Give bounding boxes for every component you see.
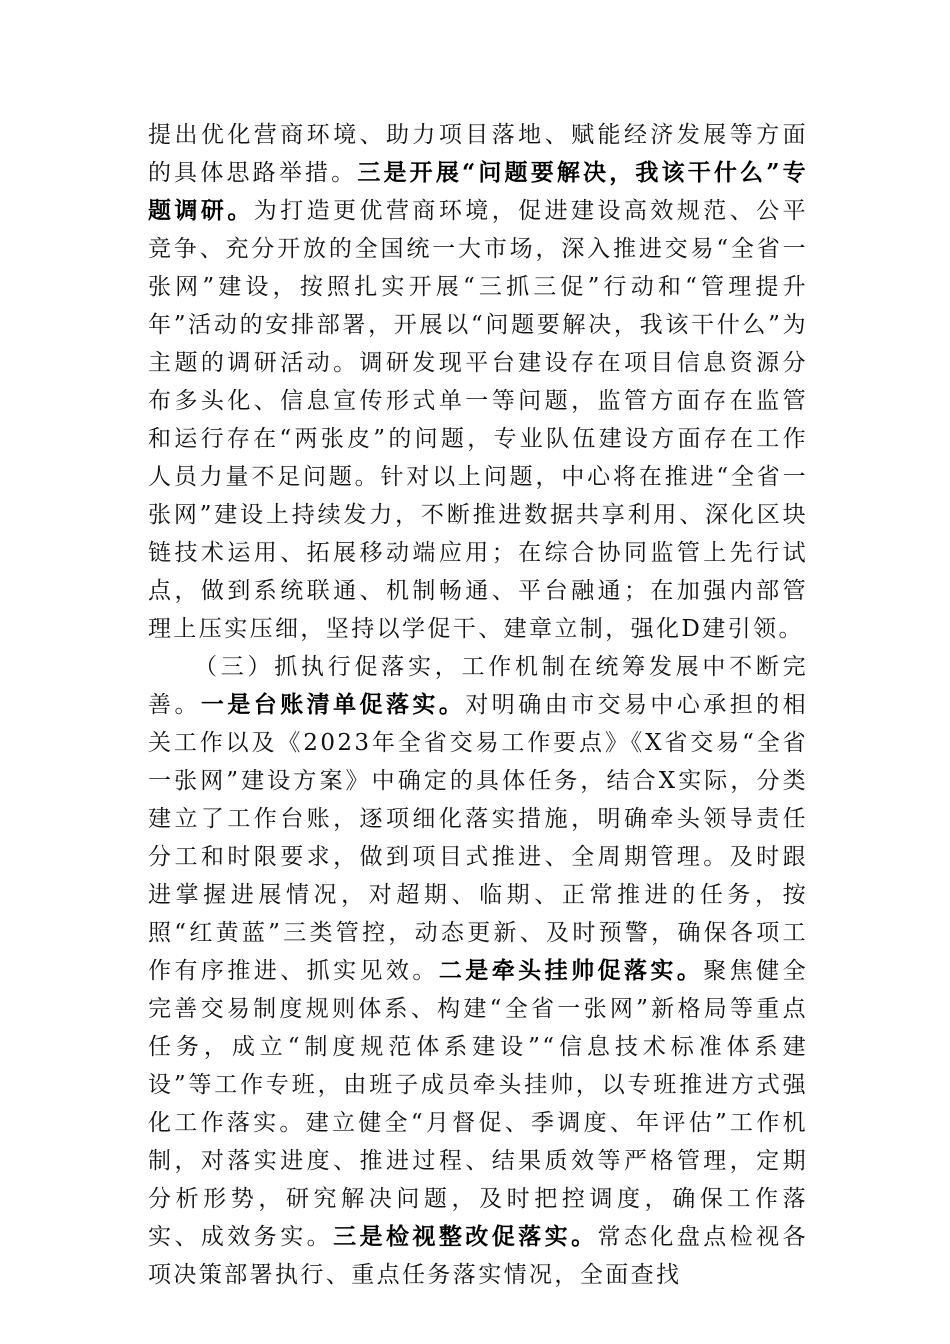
document-body <box>148 116 808 1294</box>
paragraph-research <box>148 116 808 648</box>
bold-heading-rectification: 三是检视整改促落实。 <box>333 1223 598 1250</box>
section-heading-three: （三）抓执行促落实，工作机制在统筹发展中不断完善。 <box>148 654 808 718</box>
paragraph-text: 为打造更优营商环境，促进建设高效规范、公平竞争、充分开放的全国统一大市场，深入推进交易“全省一张网”建设，按照扎实开展“三抓三促”行动和“管理提升年”活动的安排部署，开展以“问题要解决，我该干什么”为主题的调研活动。调研发现平台建设存在项目信息资源分布多头化、信息宣传形式单一等问题，监管方面存在监管和运行存在“两张皮”的问题，专业队伍建设方面存在工作人员力量不足问题。针对以上问题，中心将在推进“全省一张网”建设上持续发力，不断推进数据共享利用、深化区块链技术运用、拓展移动端应用；在综合协同监管上先行试点，做到系统联通、机制畅通、平台融通；在加强内部管理上压实压细，坚持以学促干、建章立制，强化D建引领。 <box>148 198 808 642</box>
bold-heading-leadership: 二是牵头挂帅促落实。 <box>438 957 704 984</box>
paragraph-text: 提出优化营商环境、助力项目落地、赋能经济发展等方面的具体思路举措。 <box>148 122 808 186</box>
paragraph-text: 对明确由市交易中心承担的相关工作以及《2023年全省交易工作要点》《X省交易“全省一张网”建设方案》中确定的具体任务，结合X实际，分类建立了工作台账，逐项细化落实措施，明确牵头领导责任分工和时限要求，做到项目式推进、全周期管理。及时跟进掌握进展情况，对超期、临期、正常推进的任务，按照“红黄蓝”三类管控，动态更新、及时预警，确保各项工作有序推进、抓实见效。 <box>148 692 809 984</box>
bold-heading-research-topic: 三是开展“问题要解决，我该干什么”专题调研。 <box>148 159 808 224</box>
bold-heading-ledger: 一是台账清单促落实。 <box>200 691 466 718</box>
paragraph-text: 常态化盘点检视各项决策部署执行、重点任务落实情况，全面查找 <box>148 1224 809 1288</box>
paragraph-text: 聚焦健全完善交易制度规则体系、构建“全省一张网”新格局等重点任务，成立“制度规范体系建设”“信息技术标准体系建设”等工作专班，由班子成员牵头挂帅，以专班推进方式强化工作落实。建立健全“月督促、季调度、年评估”工作机制，对落实进度、推进过程、结果质效等严格管理，定期分析形势，研究解决问题，及时把控调度，确保工作落实、成效务实。 <box>148 958 809 1250</box>
paragraph-execution <box>148 648 808 1294</box>
